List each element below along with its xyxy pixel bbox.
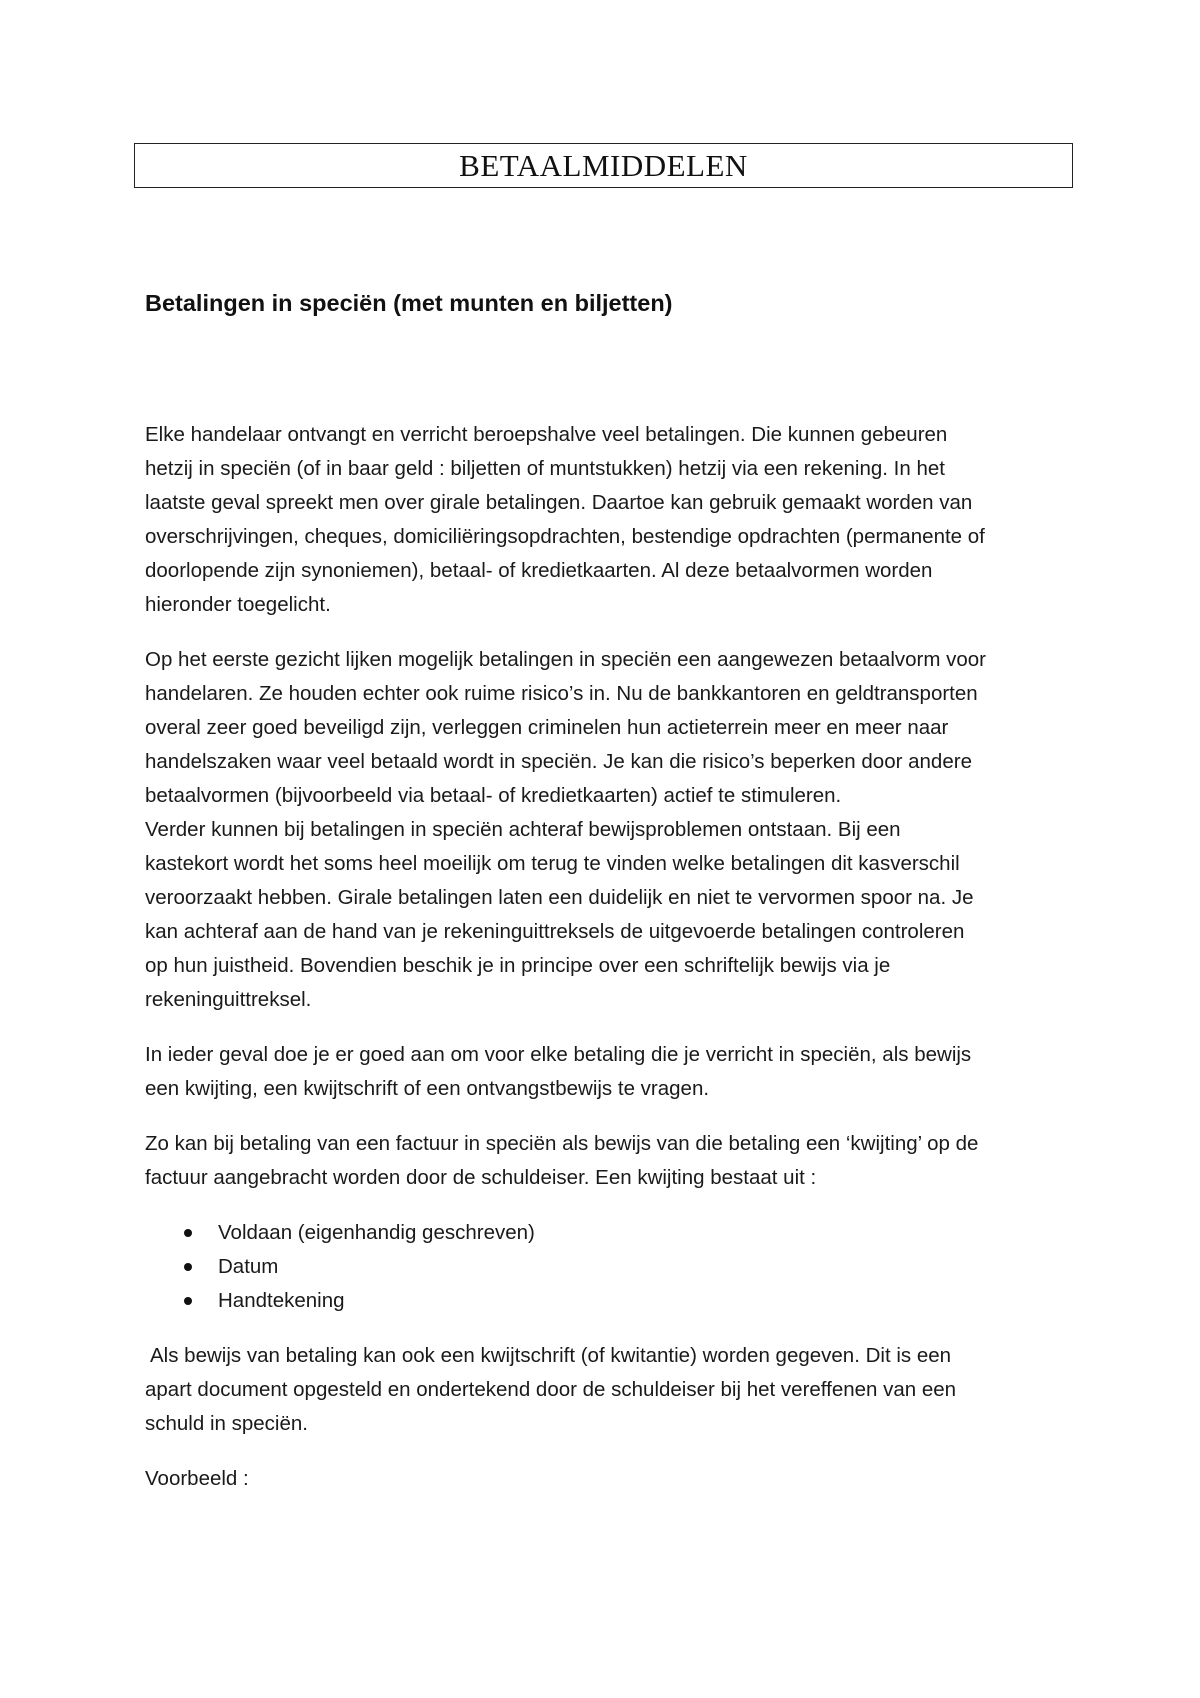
text-line: doorlopende zijn synoniemen), betaal- of kredietkaarten. Al deze betaalvormen worden	[145, 559, 933, 582]
paragraph-receipt	[145, 1339, 1075, 1441]
text-line: hetzij in speciën (of in baar geld : biljetten of muntstukken) hetzij via een rekening. In het	[145, 457, 945, 480]
text-line: een kwijting, een kwijtschrift of een ontvangstbewijs te vragen.	[145, 1077, 710, 1100]
section-heading: Betalingen in speciën (met munten en biljetten)	[145, 290, 673, 316]
bullet-list	[145, 1216, 1075, 1318]
text-line: rekeninguittreksel.	[145, 988, 312, 1011]
text-line: Verder kunnen bij betalingen in speciën achteraf bewijsproblemen ontstaan. Bij een	[145, 818, 901, 841]
text-line: Voorbeeld :	[145, 1467, 249, 1490]
text-line: factuur aangebracht worden door de schuldeiser. Een kwijting bestaat uit :	[145, 1166, 817, 1189]
text-line: Op het eerste gezicht lijken mogelijk betalingen in speciën een aangewezen betaalvorm voor	[145, 648, 987, 671]
list-item	[145, 1250, 1075, 1284]
text-line: betaalvormen (bijvoorbeeld via betaal- of kredietkaarten) actief te stimuleren.	[145, 784, 842, 807]
text-line: laatste geval spreekt men over girale betalingen. Daartoe kan gebruik gemaakt worden van	[145, 491, 973, 514]
list-item	[145, 1216, 1075, 1250]
text-line: handelszaken waar veel betaald wordt in speciën. Je kan die risico’s beperken door andere	[145, 750, 972, 773]
text-line: handelaren. Ze houden echter ook ruime risico’s in. Nu de bankkantoren en geldtransporten	[145, 682, 978, 705]
text-line: kastekort wordt het soms heel moeilijk om terug te vinden welke betalingen dit kasverschil	[145, 852, 960, 875]
document-body	[145, 418, 1075, 1496]
text-line: hieronder toegelicht.	[145, 593, 331, 616]
paragraph-intro	[145, 418, 1075, 622]
text-line: kan achteraf aan de hand van je rekeninguittreksels de uitgevoerde betalingen controleren	[145, 920, 965, 943]
text-line: op hun juistheid. Bovendien beschik je in principe over een schriftelijk bewijs via je	[145, 954, 891, 977]
bullet-icon	[184, 1263, 192, 1271]
paragraph-proof	[145, 1038, 1075, 1106]
text-line: Zo kan bij betaling van een factuur in speciën als bewijs van die betaling een ‘kwijting’ op de	[145, 1132, 979, 1155]
paragraph-risks	[145, 643, 1075, 1017]
text-line: overal zeer goed beveiligd zijn, verleggen criminelen hun actieterrein meer en meer naar	[145, 716, 949, 739]
list-item-label: Voldaan (eigenhandig geschreven)	[218, 1221, 535, 1244]
text-line: schuld in speciën.	[145, 1412, 308, 1435]
document-title: BETAALMIDDELEN	[134, 143, 1073, 188]
list-item-label: Handtekening	[218, 1289, 345, 1312]
text-line: Elke handelaar ontvangt en verricht beroepshalve veel betalingen. Die kunnen gebeuren	[145, 423, 948, 446]
paragraph-invoice	[145, 1127, 1075, 1195]
text-line: Als bewijs van betaling kan ook een kwijtschrift (of kwitantie) worden gegeven. Dit is een	[150, 1344, 952, 1367]
list-item	[145, 1284, 1075, 1318]
paragraph-example	[145, 1462, 1075, 1496]
list-item-label: Datum	[218, 1255, 279, 1278]
text-line: In ieder geval doe je er goed aan om voor elke betaling die je verricht in speciën, als bewijs	[145, 1043, 972, 1066]
bullet-icon	[184, 1297, 192, 1305]
text-line: veroorzaakt hebben. Girale betalingen laten een duidelijk en niet te vervormen spoor na. Je	[145, 886, 974, 909]
text-line: apart document opgesteld en ondertekend door de schuldeiser bij het vereffenen van een	[145, 1378, 957, 1401]
text-line: overschrijvingen, cheques, domiciliëringsopdrachten, bestendige opdrachten (permanente of	[145, 525, 985, 548]
bullet-icon	[184, 1229, 192, 1237]
